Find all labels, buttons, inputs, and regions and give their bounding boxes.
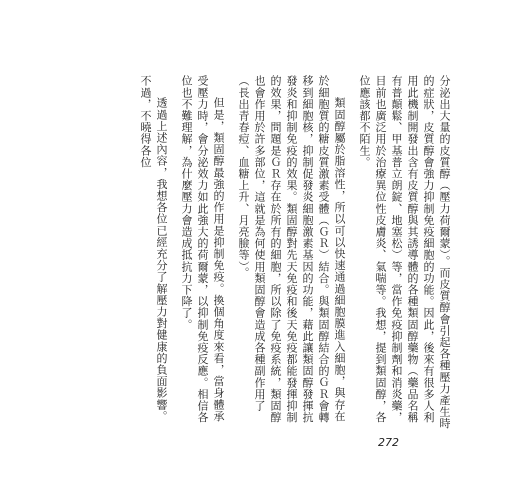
paragraph-3: 但是，類固醇最強的作用是抑制免疫。換個角度來看，當身體承受壓力時，會分泌效力如此強大的荷爾蒙，以抑制免疫反應。相信各位也不難理解，為什麼壓力會造成抵抗力下降了。 [180, 75, 225, 423]
paragraph-1: 分泌出大量的皮質醇（壓力荷爾蒙）。而皮質醇會引起各種壓力產生時的症狀，皮質醇會強力抑制免疫細胞的功能。因此，後來有很多人利用此機制開發出含有皮質醇與其誘導體的各種類固醇藥物（藥品名稱有普顛鬆、甲基普立朗錠、地塞松）等，當作免疫抑制劑和消炎藥，目前也廣泛用於治療異位性皮膚炎、氣喘等。我想，提到類固醇，各位應該都不陌生。 [358, 75, 451, 430]
paragraph-4: 透過上述內容，我想各位已經充分了解壓力對健康的負面影響。不過，不曉得各位 [139, 75, 168, 422]
paragraph-2: 類固醇屬於脂溶性，所以可以快速通過細胞膜進入細胞，與存在於細胞質的糖皮質激素受體（ＧＲ）結合。與類固醇結合的ＧＲ會轉移到細胞核，抑制促發炎細胞激素基因的功能，藉此讓類固醇發揮抗發炎和抑制免疫的效果。類固醇對先天免疫和後天免疫都能發揮抑制的效果，問題是ＧＲ存在於所有的細胞，所以除了免疫系統，類固醇也會作用於許多部位，這就是為何使用類固醇會造成各種副作用了（長出青春痘、血糖上升、月亮臉等）。 [237, 75, 346, 423]
body-text [137, 75, 452, 430]
page-number: 272 [378, 436, 399, 449]
